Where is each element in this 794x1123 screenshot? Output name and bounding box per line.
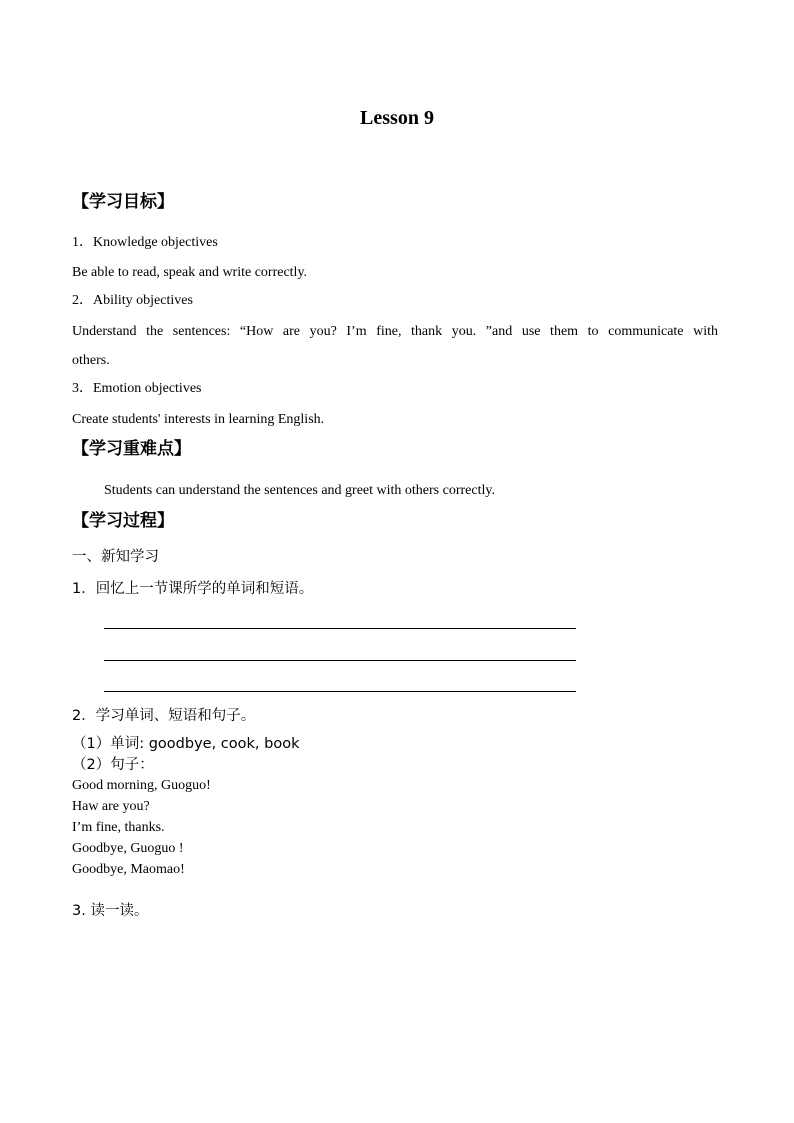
step-1-text: 1．回忆上一节课所学的单词和短语。 xyxy=(72,581,314,597)
key-points-heading: 【学习重难点】 xyxy=(72,439,191,459)
sentences-label: （2）句子： xyxy=(72,757,154,773)
answer-blank-line-3 xyxy=(104,691,576,692)
sentence-2: Haw are you? xyxy=(72,799,150,814)
sentence-5: Goodbye, Maomao! xyxy=(72,862,185,877)
objective-2-label: 2．Ability objectives xyxy=(72,293,193,308)
objectives-heading: 【学习目标】 xyxy=(72,192,174,212)
sentence-4: Goodbye, Guoguo ! xyxy=(72,841,184,856)
page-title: Lesson 9 xyxy=(360,107,434,129)
objective-2-text-line1: Understand the sentences: “How are you? I’m fine, thank you. ”and use them to communicate with xyxy=(72,324,718,339)
step-2-text: 2．学习单词、短语和句子。 xyxy=(72,708,256,724)
sentence-1: Good morning, Guoguo! xyxy=(72,778,211,793)
objective-3-text: Create students' interests in learning English. xyxy=(72,412,325,427)
key-points-text: Students can understand the sentences and greet with others correctly. xyxy=(104,483,495,498)
answer-blank-line-2 xyxy=(104,660,576,661)
words-line: （1）单词: goodbye, cook, book xyxy=(72,736,300,752)
process-heading: 【学习过程】 xyxy=(72,511,174,531)
objective-3-label: 3．Emotion objectives xyxy=(72,381,202,396)
objective-2-text-line2: others. xyxy=(72,353,110,368)
answer-blank-line-1 xyxy=(104,628,576,629)
step-3-text: 3. 读一读。 xyxy=(72,903,149,919)
part-one-title: 一、新知学习 xyxy=(72,549,159,565)
objective-1-label: 1．Knowledge objectives xyxy=(72,235,218,250)
sentence-3: I’m fine, thanks. xyxy=(72,820,165,835)
objective-1-text: Be able to read, speak and write correctly. xyxy=(72,265,308,280)
